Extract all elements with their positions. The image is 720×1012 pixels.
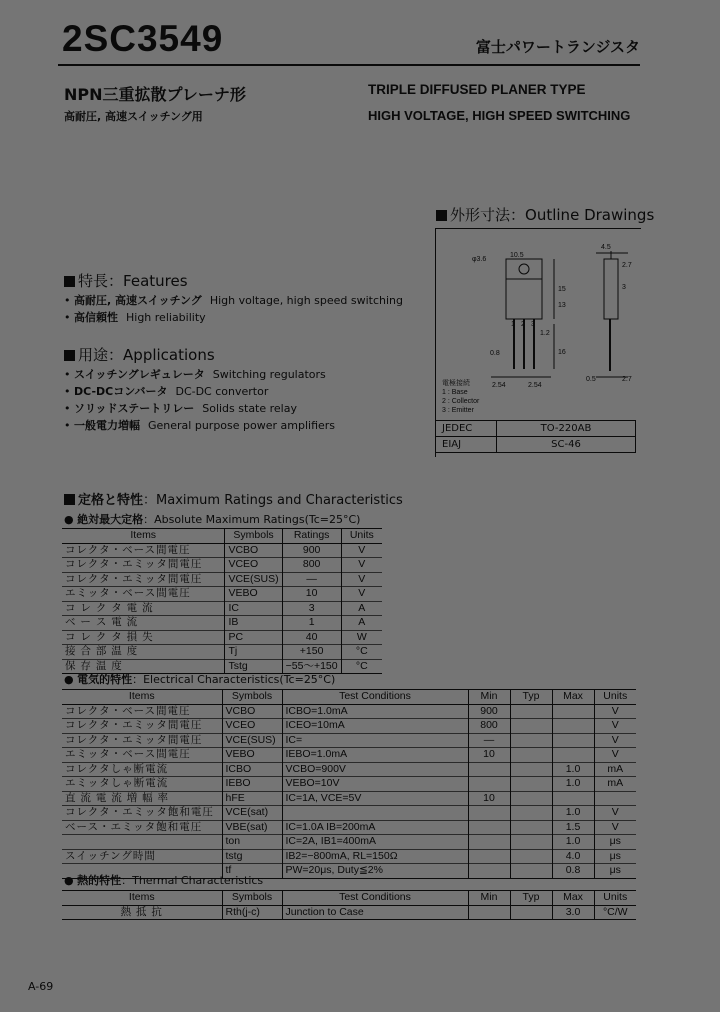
cell-sym: VBE(sat) [222,820,282,835]
cell-cond: ICBO=1.0mA [282,704,468,719]
application-item: • 一般電力増幅 General purpose power amplifiers [64,419,336,432]
column-header: Symbols [225,529,282,544]
column-header: Items [128,891,155,904]
cell-min: 10 [468,748,510,763]
cell-item: ベ ー ス 電 流 [65,616,139,629]
application-item: • DC-DCコンバータ DC-DC convertor [64,385,269,398]
cell-max: 3.0 [552,905,594,920]
square-bullet-icon [64,350,75,361]
cell-typ [510,806,552,821]
table-row [62,558,382,573]
cell-sym: IEBO [222,777,282,792]
cell-sym: VCBO [222,704,282,719]
cell-unit: °C [341,645,382,660]
cell-item: コレクタ・エミッタ飽和電圧 [65,806,214,819]
cell-cond: ICEO=10mA [282,719,468,734]
cell-typ [510,905,552,920]
cell-typ [510,733,552,748]
cell-unit: V [594,704,636,719]
page-number: A-69 [28,980,54,993]
dim-label: 0.5 [586,376,596,383]
product-type-jp: 富士パワートランジスタ [475,38,640,56]
table-row [62,791,636,806]
package-std: JEDEC [436,421,497,437]
cell-sym: VCE(sat) [222,806,282,821]
cell-val: — [282,572,341,587]
cell-typ [510,719,552,734]
cell-typ [510,864,552,879]
cell-item: コレクタ・エミッタ間電圧 [65,572,203,585]
column-header: Symbols [222,690,282,705]
cell-unit: V [594,806,636,821]
table-row [62,601,382,616]
column-header: Test Conditions [282,891,468,906]
column-header: Max [552,690,594,705]
cell-item: ベース・エミッタ飽和電圧 [65,820,203,833]
cell-min [468,762,510,777]
cell-unit: °C [341,659,382,674]
cell-typ [510,748,552,763]
structure-en: TRIPLE DIFFUSED PLANER TYPE [368,82,586,97]
cell-unit: V [341,543,382,558]
side-view-body [604,259,618,319]
cell-unit [594,791,636,806]
cell-cond: IC=2A, IB1=400mA [282,835,468,850]
table-row [62,616,382,631]
cell-min: — [468,733,510,748]
package-std: EIAJ [436,437,497,453]
dim-label: 3 [622,284,626,291]
column-header: Min [468,891,510,906]
cell-max: 0.8 [552,864,594,879]
cell-unit: V [341,587,382,602]
column-header: Items [130,529,157,542]
table-row [62,806,636,821]
table-row [62,733,636,748]
package-row [436,421,636,437]
cell-item: コレクタ・ベース間電圧 [65,704,191,717]
table-row [62,905,636,920]
pin-number: 1 [511,321,515,328]
table-row [62,719,636,734]
package-row [436,437,636,453]
table-row [62,704,636,719]
applications-heading: 用途：Applications [64,344,215,365]
cell-val: −55～+150 [282,659,341,674]
cell-val: 1 [282,616,341,631]
table-row [62,645,382,660]
table-row [62,748,636,763]
cell-val: 3 [282,601,341,616]
part-number: 2SC3549 [62,18,224,59]
cell-item: エミッタしゃ断電流 [65,777,169,790]
cell-min [468,806,510,821]
abs-max-title: ● 絶対最大定格：Absolute Maximum Ratings(Tc=25°C) [64,513,361,526]
table-row [62,777,636,792]
therm-title: ● 熱的特性：Thermal Characteristics [64,874,264,887]
pin-legend-title: 電極接続 [442,380,470,387]
dim-label: 2.54 [492,382,506,389]
table-row [62,572,382,587]
cell-min [468,835,510,850]
package-code: TO-220AB [497,421,636,437]
cell-sym: Rth(j-c) [222,905,282,920]
square-bullet-icon [64,276,75,287]
column-header: Symbols [222,891,282,906]
cell-sym: hFE [222,791,282,806]
cell-val: 900 [282,543,341,558]
cell-cond [282,806,468,821]
package-table [435,420,636,453]
table-header-row [62,690,636,705]
table-row [62,849,636,864]
cell-unit: μs [594,849,636,864]
body-outline [506,279,542,319]
ratings-heading: 定格と特性：Maximum Ratings and Characteristics [64,489,403,508]
dim-label: 13 [558,302,566,309]
cell-val: 40 [282,630,341,645]
cell-cond: IB2=−800mA, RL=150Ω [282,849,468,864]
cell-min [468,849,510,864]
cell-typ [510,820,552,835]
electrical-table [62,689,636,879]
cell-min [468,864,510,879]
cell-max: 1.0 [552,806,594,821]
cell-sym: VCBO [225,543,282,558]
cell-typ [510,791,552,806]
cell-val: 800 [282,558,341,573]
cell-sym: VCEO [225,558,282,573]
cell-unit: V [594,733,636,748]
dim-label: 2.7 [622,262,632,269]
cell-item [62,835,222,850]
cell-cond: VCBO=900V [282,762,468,777]
abs-max-table [62,528,382,674]
cell-item: コレクタ・エミッタ間電圧 [65,733,203,746]
column-header: Min [468,690,510,705]
cell-unit: W [341,630,382,645]
cell-unit: μs [594,835,636,850]
outline-heading: 外形寸法：Outline Drawings [436,204,654,225]
cell-typ [510,704,552,719]
table-row [62,543,382,558]
elec-title: ● 電気的特性：Electrical Characteristics(Tc=25°C) [64,673,336,686]
cell-item: コ レ ク タ 損 失 [65,630,154,643]
cell-val: 10 [282,587,341,602]
cell-sym: Tj [225,645,282,660]
column-header: Max [552,891,594,906]
subtitle-jp: 高耐圧, 高速スイッチング用 [64,110,203,123]
dim-label: 16 [558,349,566,356]
cell-item: 直 流 電 流 増 幅 率 [65,791,170,804]
header-rule [58,64,640,66]
cell-item: 熱 抵 抗 [120,905,163,918]
cell-min [468,777,510,792]
column-header: Ratings [282,529,341,544]
cell-item: エミッタ・ベース間電圧 [65,587,191,600]
pin-number: 3 [531,321,535,328]
cell-max [552,719,594,734]
application-item: • スイッチングレギュレータ Switching regulators [64,368,326,381]
cell-typ [510,777,552,792]
cell-min [468,820,510,835]
cell-item: コレクタしゃ断電流 [65,762,169,775]
column-header: Units [341,529,382,544]
cell-item: コレクタ・ベース間電圧 [65,543,191,556]
cell-item: 保 存 温 度 [65,659,123,672]
column-header: Items [128,690,155,703]
pin-legend: 3 : Emitter [442,407,474,414]
cell-max: 1.5 [552,820,594,835]
column-header: Units [594,690,636,705]
cell-max: 1.0 [552,777,594,792]
column-header: Typ [510,891,552,906]
cell-unit: V [594,719,636,734]
cell-sym: VCE(SUS) [225,572,282,587]
cell-max [552,733,594,748]
cell-sym: ICBO [222,762,282,777]
cell-max: 1.0 [552,762,594,777]
application-item: • ソリッドステートリレー Solids state relay [64,402,297,415]
cell-cond: PW=20μs, Duty≦2% [282,864,468,879]
cell-max [552,704,594,719]
pin-legend: 1 : Base [442,389,468,396]
cell-max: 1.0 [552,835,594,850]
square-bullet-icon [64,494,75,505]
cell-cond: IC=1.0A IB=200mA [282,820,468,835]
feature-item: • 高信頼性 High reliability [64,311,206,324]
cell-cond: IC= [282,733,468,748]
cell-unit: V [594,820,636,835]
cell-unit: mA [594,762,636,777]
cell-min: 900 [468,704,510,719]
cell-typ [510,835,552,850]
cell-min: 10 [468,791,510,806]
cell-cond: IEBO=1.0mA [282,748,468,763]
cell-unit: A [341,601,382,616]
cell-item: コレクタ・エミッタ間電圧 [65,558,203,571]
subtitle-en: HIGH VOLTAGE, HIGH SPEED SWITCHING [368,108,631,123]
column-header: Units [594,891,636,906]
table-row [62,587,382,602]
pin-number: 2 [521,321,525,328]
cell-sym: VCEO [222,719,282,734]
cell-sym: VEBO [225,587,282,602]
cell-sym: tstg [222,849,282,864]
cell-unit: mA [594,777,636,792]
dim-label: 0.8 [490,350,500,357]
cell-unit: V [341,572,382,587]
cell-typ [510,849,552,864]
dim-label: 2.54 [528,382,542,389]
thermal-table [62,890,636,920]
cell-item: エミッタ・ベース間電圧 [65,748,191,761]
table-row [62,835,636,850]
cell-sym: IC [225,601,282,616]
cell-sym: VCE(SUS) [222,733,282,748]
table-row [62,762,636,777]
cell-max [552,748,594,763]
dim-label: φ3.6 [472,256,487,263]
dim-label: 10.5 [510,252,524,259]
cell-sym: VEBO [222,748,282,763]
dim-label: 2.7 [622,376,632,383]
cell-sym: PC [225,630,282,645]
cell-item: コ レ ク タ 電 流 [65,601,154,614]
tab-outline [506,259,542,279]
square-bullet-icon [436,210,447,221]
cell-unit: °C/W [594,905,636,920]
table-row [62,820,636,835]
outline-drawing [436,229,640,419]
dim-label: 4.5 [601,244,611,251]
cell-val: +150 [282,645,341,660]
mounting-hole-icon [519,264,529,274]
cell-cond: IC=1A, VCE=5V [282,791,468,806]
cell-cond: Junction to Case [282,905,468,920]
cell-item: コレクタ・エミッタ間電圧 [65,719,203,732]
cell-max: 4.0 [552,849,594,864]
table-header-row [62,891,636,906]
cell-unit: A [341,616,382,631]
column-header: Typ [510,690,552,705]
cell-sym: IB [225,616,282,631]
cell-item: 接 合 部 温 度 [65,645,139,658]
cell-sym: ton [222,835,282,850]
table-row [62,630,382,645]
cell-typ [510,762,552,777]
cell-sym: Tstg [225,659,282,674]
cell-min [468,905,510,920]
cell-max [552,791,594,806]
structure-jp: NPN三重拡散プレーナ形 [64,85,246,104]
feature-item: • 高耐圧, 高速スイッチング High voltage, high speed switching [64,294,404,307]
cell-unit: V [341,558,382,573]
dim-label: 1.2 [540,330,550,337]
features-heading: 特長：Features [64,270,188,291]
dim-label: 15 [558,286,566,293]
package-code: SC-46 [497,437,636,453]
cell-sym: tf [222,864,282,879]
cell-unit: V [594,748,636,763]
cell-cond: VEBO=10V [282,777,468,792]
pin-legend: 2 : Collector [442,398,480,405]
table-header-row [62,529,382,544]
cell-item: スイッチング時間 [65,849,156,862]
column-header: Test Conditions [282,690,468,705]
cell-unit: μs [594,864,636,879]
cell-min: 800 [468,719,510,734]
